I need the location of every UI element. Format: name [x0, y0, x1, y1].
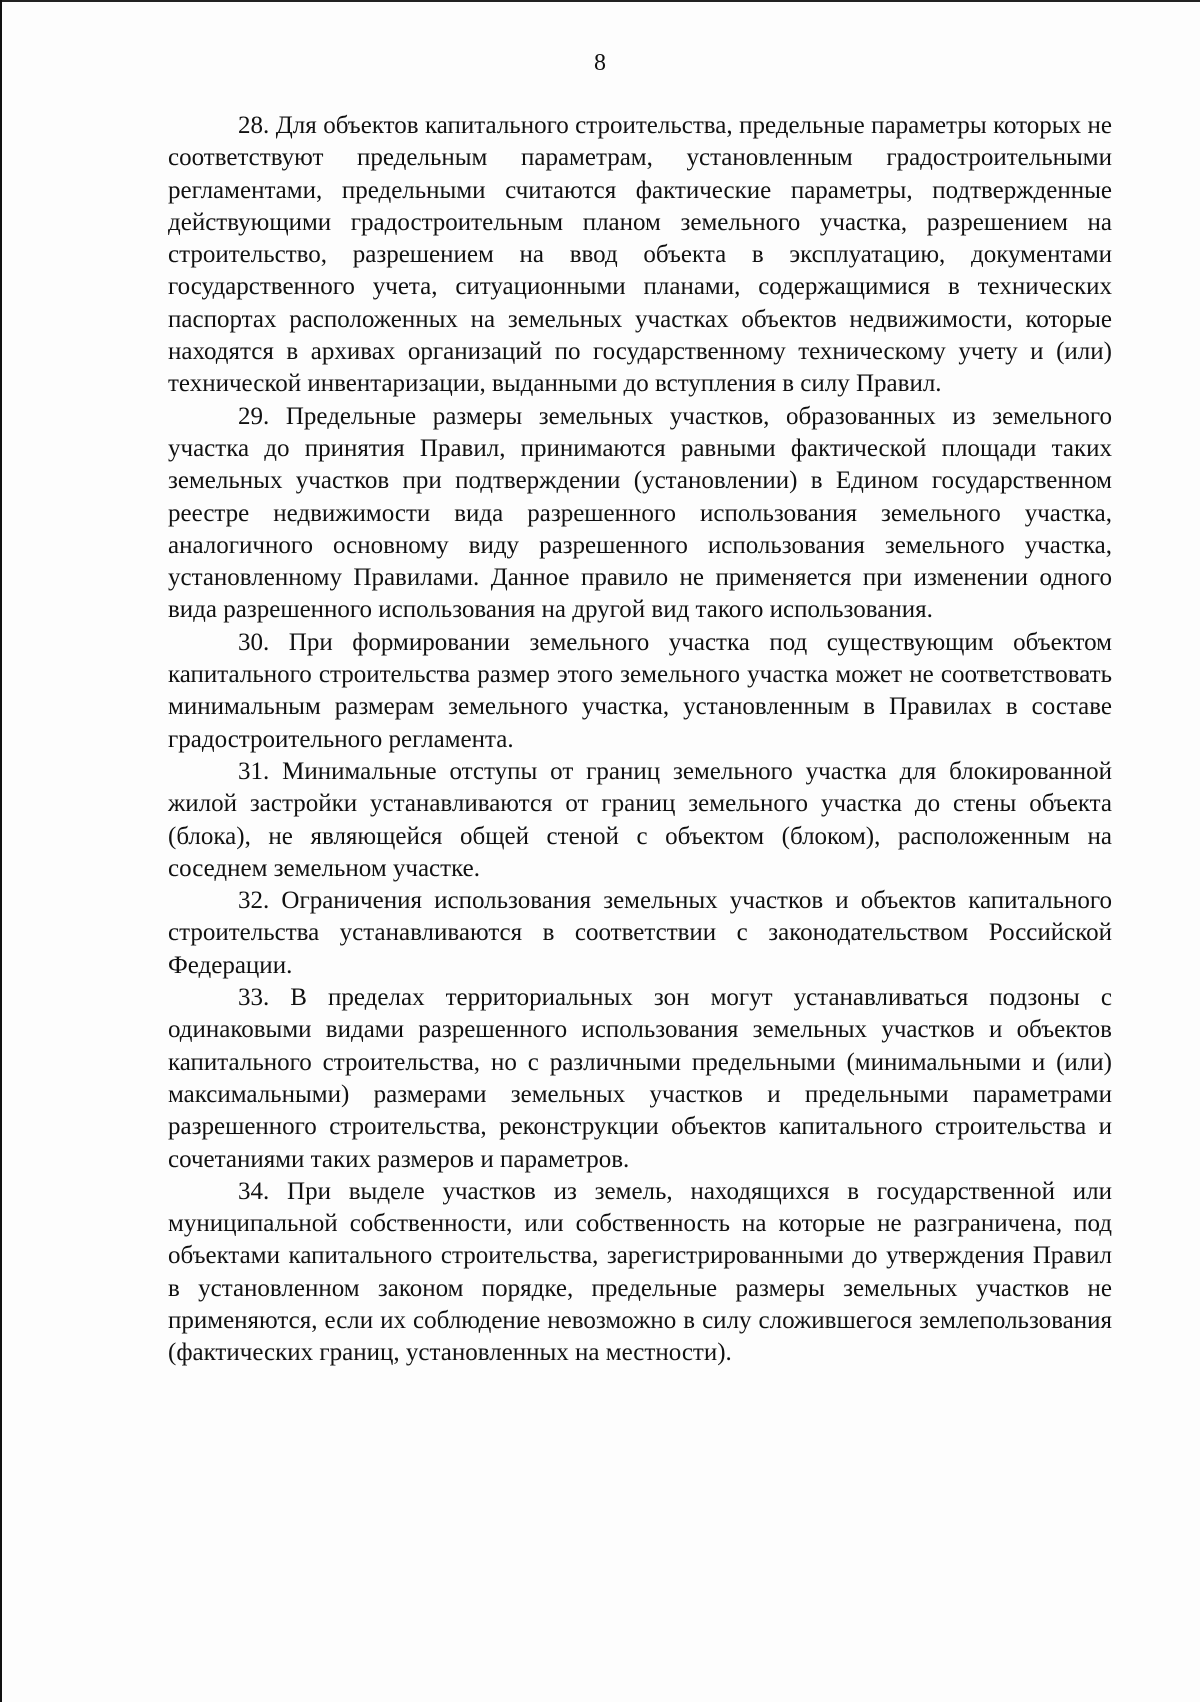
paragraph-31: 31. Минимальные отступы от границ земельного участка для блокированной жилой застройки устанавливаются от границ земельного участка до стены объекта (блока), не являющейся общей стеной с объектом (блоком), расположенным на соседнем земельном участке.	[168, 757, 1112, 882]
paragraph-32: 32. Ограничения использования земельных участков и объектов капитального строительства устанавливаются в соответствии с законодательством Российской Федерации.	[168, 887, 1112, 979]
paragraph-29: 29. Предельные размеры земельных участков, образованных из земельного участка до принятия Правил, принимаются равными фактической площади таких земельных участков при подтверждении (установлении) в Едином государственном реестре недвижимости вида разрешенного использования земельного участка, аналогичного основному виду разрешенного использования земельного участка, установленному Правилами. Данное правило не применяется при изменении одного вида разрешенного использования на другой вид такого использования.	[168, 402, 1112, 624]
scan-top-edge	[0, 0, 1200, 2]
paragraph-34: 34. При выделе участков из земель, находящихся в государственной или муниципальной собственности, или собственность на которые не разграничена, под объектами капитального строительства, зарегистрированными до утверждения Правил в установленном законом порядке, предельные размеры земельных участков не применяются, если их соблюдение невозможно в силу сложившегося землепользования (фактических границ, установленных на местности).	[168, 1177, 1112, 1367]
paragraph-33: 33. В пределах территориальных зон могут устанавливаться подзоны с одинаковыми видами разрешенного использования земельных участков и объектов капитального строительства, но с различными предельными (минимальными и (или) максимальными) размерами земельных участков и предельными параметрами разрешенного строительства, реконструкции объектов капитального строительства и сочетаниями таких размеров и параметров.	[168, 984, 1112, 1173]
scan-left-edge	[0, 0, 2, 1702]
paragraph-28: 28. Для объектов капитального строительства, предельные параметры которых не соответствуют предельным параметрам, установленным градостроительными регламентами, предельными считаются фактические параметры, подтвержденные действующими градостроительным планом земельного участка, разрешением на строительство, разрешением на ввод объекта в эксплуатацию, документами государственного учета, ситуационными планами, содержащимися в технических паспортах расположенных на земельных участках объектов недвижимости, которые находятся в архивах организаций по государственному техническому учету и (или) технической инвентаризации, выданными до вступления в силу Правил.	[168, 112, 1112, 398]
page-number: 8	[594, 50, 606, 76]
document-body	[168, 110, 1112, 1370]
paragraph-30: 30. При формировании земельного участка под существующим объектом капитального строительства размер этого земельного участка может не соответствовать минимальным размерам земельного участка, установленным в Правилах в составе градостроительного регламента.	[168, 628, 1112, 753]
